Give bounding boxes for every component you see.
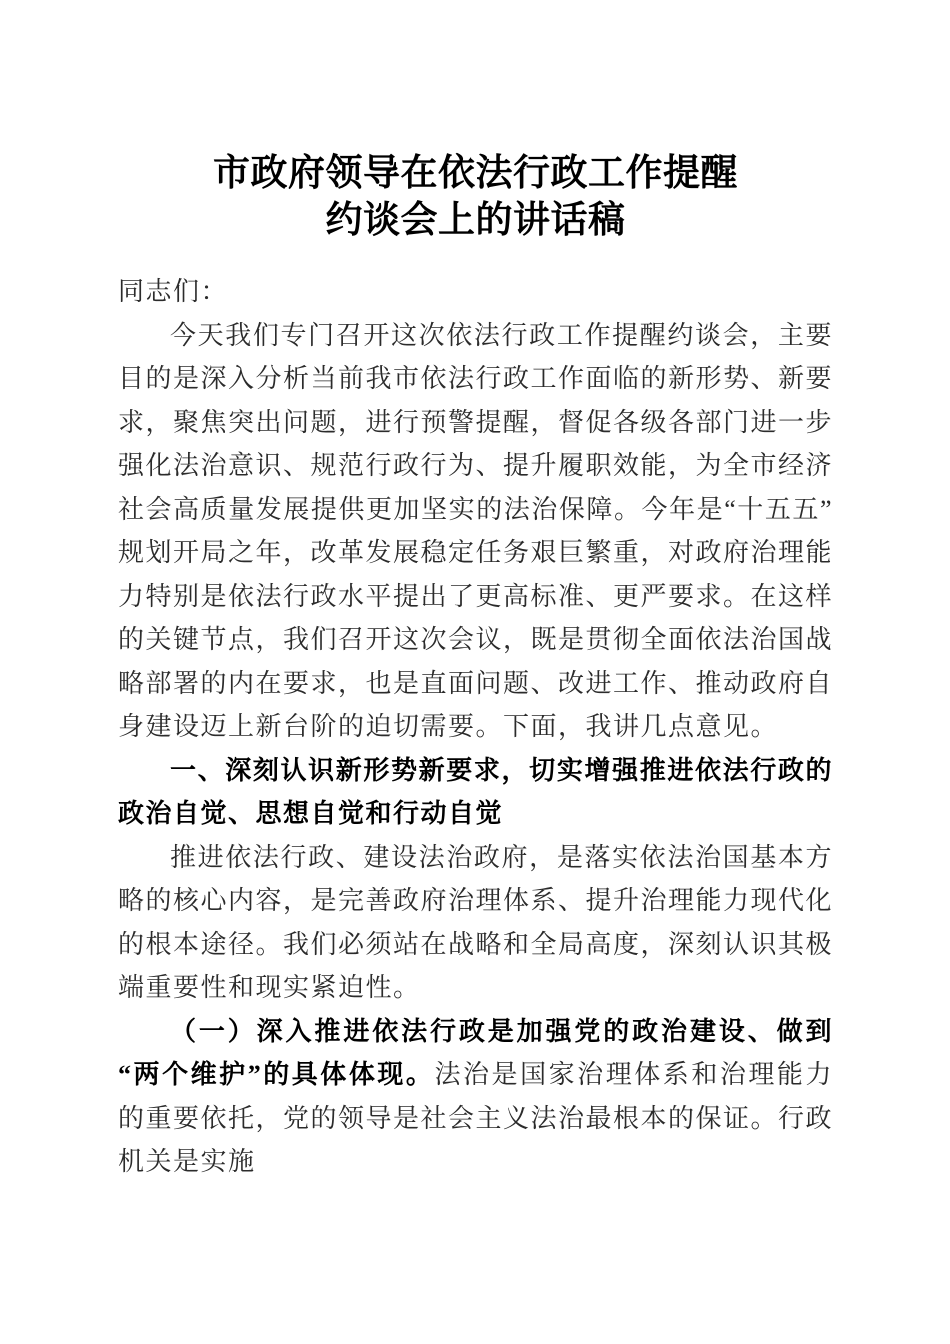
paragraph-section-1: 推进依法行政、建设法治政府，是落实依法治国基本方略的核心内容，是完善政府治理体系、提升治理能力现代化的根本途径。我们必须站在战略和全局高度，深刻认识其极端重要性和现实紧迫性。 [118, 842, 834, 1002]
section-1-heading: 一、深刻认识新形势新要求，切实增强推进依法行政的政治自觉、思想自觉和行动自觉 [118, 754, 833, 828]
salutation: 同志们： [118, 277, 229, 306]
subsection-1-lead: （一）深入推进依法行政是加强党的政治建设、做到“两个维护”的具体体现。 [118, 1016, 833, 1089]
subsection-1-text: 法治是国家治理体系和治理能力的重要依托，党的领导是社会主义法治最根本的保证。行政机关是实施 [118, 1060, 834, 1176]
document-title [118, 150, 833, 244]
title-line-1: 市政府领导在依法行政工作提醒 [213, 153, 738, 194]
title-line-2: 约谈会上的讲话稿 [325, 200, 626, 241]
paragraph-opening: 今天我们专门召开这次依法行政工作提醒约谈会，主要目的是深入分析当前我市依法行政工作面临的新形势、新要求，聚焦突出问题，进行预警提醒，督促各级各部门进一步强化法治意识、规范行政行为、提升履职效能，为全市经济社会高质量发展提供更加坚实的法治保障。今年是“十五五”规划开局之年，改革发展稳定任务艰巨繁重，对政府治理能力特别是依法行政水平提出了更高标准、更严要求。在这样的关键节点，我们召开这次会议，既是贯彻全面依法治国战略部署的内在要求，也是直面问题、改进工作、推动政府自身建设迈上新台阶的迫切需要。下面，我讲几点意见。 [118, 320, 834, 741]
paragraph-subsection-1 [118, 1010, 833, 1184]
